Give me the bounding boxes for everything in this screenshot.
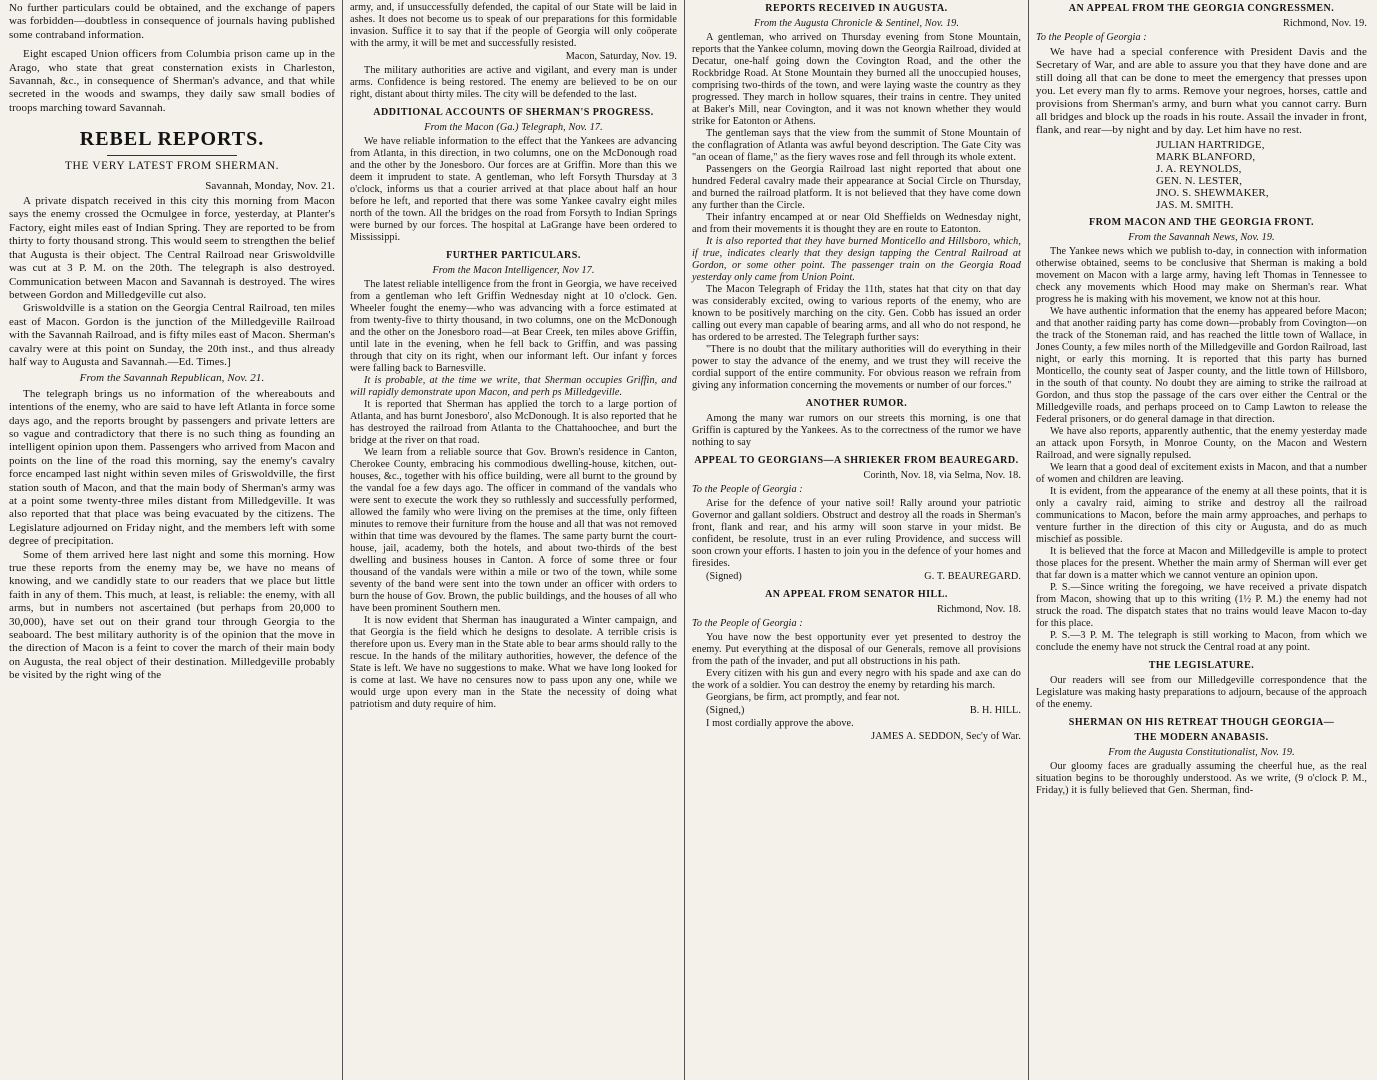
paragraph: The Macon Telegraph of Friday the 11th, states hat that city on that day was considerably excited, owing to various reports of the enemy, who are known to be positively marching on the city. Gen. Cobb has issued an order calling out every man capable of bearing arms, and all who do not respond, he has ordered to be arrested. The Telegraph further says:: [692, 284, 1021, 343]
paragraph: Griswoldville is a station on the Georgia Central Railroad, ten miles east of Macon. Gordon is the junction of the Milledgeville Railroad with the Savannah Railroad, and is fifty miles east of Macon. Sherman's cavalry were at this point on Sunday, the 20th inst., and thus already half way to Augusta and Savannah.—Ed. Times.]: [9, 302, 335, 368]
signer-name: G. T. BEAUREGARD.: [924, 571, 1021, 582]
dateline: Savannah, Monday, Nov. 21.: [205, 179, 335, 192]
paragraph: The telegraph brings us no information of the whereabouts and intentions of the enemy, who are said to have left Atlanta in force some days ago, and the reports brought by passengers and private letters are so vague and contradictory that there is no such thing as founding an intelligent opinion upon them. Passengers who arrived from Macon and points on the line of the road this morning, say the enemy's cavalry force encamped last night within seven miles of Griswoldville, the first station south of Macon, and that the main body of Sherman's army was at a point some twenty-three miles distant from Milledgeville. It was also reported that that place was being evacuated by the citizens. The Legislature adjourned on Friday night, and the members left with some degree of precipitation.: [9, 387, 335, 548]
source-line: From the Augusta Chronicle & Sentinel, Nov. 19.: [753, 18, 960, 29]
source-line: From the Augusta Constitutionalist, Nov. 19.: [1108, 747, 1295, 758]
dateline: Macon, Saturday, Nov. 19.: [565, 51, 677, 62]
section-headline: FURTHER PARTICULARS.: [446, 250, 581, 261]
paragraph: Eight escaped Union officers from Columbia prison came up in the Arago, who state that great consternation exists in Charleston, Savannah, &c., in consequence of Sherman's advance, and that while secreted in the woods and swamps, they daily saw small bodies of troops marching toward Savannah.: [9, 48, 335, 114]
paragraph: You have now the best opportunity ever yet presented to destroy the enemy. Put everything at the disposal of our Generals, remove all provisions from the path of the invader, and put all obstructions in his path.: [692, 632, 1021, 667]
paragraph: P. S.—Since writing the foregoing, we have received a private dispatch from Macon, showing that up to this writing (1½ P. M.) the enemy had not struck the road. The dispatch states that no trains would leave Macon to-day for this place.: [1036, 582, 1367, 629]
dateline: Richmond, Nov. 18.: [936, 604, 1021, 615]
paragraph: P. S.—3 P. M. The telegraph is still working to Macon, from which we conclude the enemy have not struck the Central road at any point.: [1036, 630, 1367, 653]
paragraph: army, and, if unsuccessfully defended, the capital of our State will be laid in ashes. It does not become us to speak of our preparations for this formidable invasion. Suffice it to say that if the people of Georgia will only coöperate with the army, it will be met and successfully resisted.: [350, 2, 677, 49]
source-line: From the Macon (Ga.) Telegraph, Nov. 17.: [424, 122, 603, 133]
source-line: From the Macon Intelligencer, Nov 17.: [432, 265, 595, 276]
signer-name: B. H. HILL.: [969, 705, 1021, 716]
paragraph: It is believed that the force at Macon and Milledgeville is ample to protect those places for the present. Whether the main army of Sherman will ever get that far down is a matter which we cannot venture an opinion upon.: [1036, 546, 1367, 581]
section-headline: ADDITIONAL ACCOUNTS OF SHERMAN'S PROGRESS.: [373, 107, 654, 118]
signature-line: [692, 705, 1021, 717]
paragraph: No further particulars could be obtained, and the exchange of papers was forbidden—doubtless in consequence of journals having published some contraband information.: [9, 2, 335, 41]
signatories-list: [1156, 139, 1367, 211]
paragraph: Arise for the defence of your native soil! Rally around your patriotic Governor and gallant soldiers. Obstruct and destroy all the roads in Sherman's front, flank and rear, and his army will soon starve in your midst. Be confident, be resolute, trust in an ever ruling Providence, and success will soon crown your efforts. I hasten to join you in the defence of your homes and firesides.: [692, 498, 1021, 569]
addressee: To the People of Georgia :: [692, 618, 803, 629]
paragraph: Every citizen with his gun and every negro with his spade and axe can do the work of a soldier. You can destroy the enemy by retarding his march.: [692, 668, 1021, 691]
section-headline: THE LEGISLATURE.: [1148, 660, 1255, 671]
paragraph: We have also reports, apparently authentic, that the enemy yesterday made an attack upon Forsyth, in Monroe County, on the Macon and Western Railroad, and were signally repulsed.: [1036, 426, 1367, 461]
section-headline: REPORTS RECEIVED IN AUGUSTA.: [765, 3, 948, 14]
paragraph: We learn that a good deal of excitement exists in Macon, and that a number of women and children are leaving.: [1036, 462, 1367, 485]
paragraph: We have had a special conference with President Davis and the Secretary of War, and are able to assure you that they have done and are still doing all that can be done to meet the emergency that presses upon you. Let every man fly to arms. Remove your negroes, horses, cattle and provisions from Sherman's army, and burn what you cannot carry. Burn all bridges and block up the roads in his route. Assail the invader in front, flank, and rear—by night and by day. Let him have no rest.: [1036, 46, 1367, 136]
paragraph: It is reported that Sherman has applied the torch to a large portion of Atlanta, and has burnt Jonesboro', also McDonough. It is also reported that he has destroyed the railroad from Atlanta to the Chattahoochee, and burt the bridge at the river on that road.: [350, 399, 677, 446]
section-headline: AN APPEAL FROM SENATOR HILL.: [765, 589, 948, 600]
section-headline: REBEL REPORTS.: [79, 128, 265, 151]
paragraph: Some of them arrived here last night and some this morning. How true these reports from the enemy may be, we have no means of knowing, and we candidly state to our readers that we place but little faith in any of them. This much, at least, is reliable: the enemy, with all arms, but in numbers not ascertained (but perhaps from 20,000 to 30,000), have set out on their grand tour through Georgia to the seaboard. The best military authority is of the opinion that the move in the direction of Macon is a feint to cover the march of their main body on Augusta, the real object of their destination. Milledgeville probably be visited by the right wing of the: [9, 548, 335, 682]
signatory: GEN. N. LESTER,: [1156, 175, 1243, 187]
dateline: Richmond, Nov. 19.: [1282, 18, 1367, 29]
signatory: J. A. REYNOLDS,: [1156, 163, 1242, 175]
signatory: JULIAN HARTRIDGE,: [1156, 139, 1265, 151]
section-headline: ANOTHER RUMOR.: [805, 398, 908, 409]
column-1: [2, 0, 342, 1080]
paragraph: The latest reliable intelligence from the front in Georgia, we have received from a gentleman who left Griffin Wednesday night at 10 o'clock. Gen. Wheeler fought the enemy—who was advancing with a force estimated at from twenty-five to thirty thousand, in two columns, one on the McDonough and the other on the Jonesboro road—at Bear Creek, ten miles above Griffin, until late in the evening, when he fell back to Griffin, and was passing through that city on its right, when our informant left. Our infant y forces were falling back to Barnesville.: [350, 279, 677, 374]
column-2: [343, 0, 684, 1080]
paragraph: Passengers on the Georgia Railroad last night reported that about one hundred Federal cavalry made their appearance at Social Circle on Thursday, and burned the railroad platform. It is not believed that they have come down any further than the Circle.: [692, 164, 1021, 211]
section-headline: SHERMAN ON HIS RETREAT THOUGH GEORGIA—: [1068, 717, 1335, 728]
paragraph: A gentleman, who arrived on Thursday evening from Stone Mountain, reports that the Yankee column, moving down the Georgia Railroad, divided at Decatur, one-half going down the Covington Road, and the other the Rockbridge Road. At Stone Mountain they burned all the unoccupied houses, comprising two-thirds of the town, and were laying waste the country as they progressed. They march in hollow squares, their trains in centre. They united at Baker's Mill, near Covington, and it was not known whether they would strike for Eatonton or Athens.: [692, 32, 1021, 127]
column-4: [1029, 0, 1374, 1080]
section-headline: FROM MACON AND THE GEORGIA FRONT.: [1088, 217, 1315, 228]
paragraph: It is also reported that they have burned Monticello and Hillsboro, which, if true, indicates clearly that they design tapping the Central Railroad at Gordon, or some other point. The passenger train on the Georgia Road yesterday only came from Union Point.: [692, 236, 1021, 283]
paragraph: "There is no doubt that the military authorities will do everything in their power to stay the advance of the enemy, and we trust they will receive the cordial support of the entire community. For obvious reason we refrain from giving any information concerning the movements or number of our forces.": [692, 344, 1021, 391]
paragraph: I most cordially approve the above.: [706, 718, 854, 729]
section-headline: AN APPEAL FROM THE GEORGIA CONGRESSMEN.: [1068, 3, 1335, 14]
dateline: Corinth, Nov. 18, via Selma, Nov. 18.: [863, 470, 1021, 481]
signed-label: (Signed,): [706, 705, 745, 716]
paragraph: Their infantry encamped at or near Old Sheffields on Wednesday night, and from their movements it is thought they are en route to Eatonton.: [692, 212, 1021, 235]
column-3: [685, 0, 1028, 1080]
signer-name: JAMES A. SEDDON, Sec'y of War.: [871, 731, 1021, 742]
paragraph: We have reliable information to the effect that the Yankees are advancing from Atlanta, in this direction, in two columns, one on the McDonough road and the other by the Jonesboro. Our forces are at Griffin. More than this we deem it imprudent to state. A gentleman, who left Forsyth Thursday at 3 o'clock, informs us that a courier arrived at that place about half an hour before he left, and reported that there was some Yankee cavalry eight miles north of the town. All the bridges on the road from Forsyth to Indian Springs were burned by our forces. The hospital at LaGrange have been ordered to Mississippi.: [350, 136, 677, 243]
addressee: To the People of Georgia :: [692, 484, 803, 495]
signatory: JAS. M. SMITH.: [1156, 199, 1234, 211]
source-line: From the Savannah Republican, Nov. 21.: [79, 372, 265, 385]
paragraph: The gentleman says that the view from the summit of Stone Mountain of the conflagration of Atlanta was awful beyond description. The Gate City was "an ocean of flame," as the fiery waves rose and fell through its whole extent.: [692, 128, 1021, 163]
paragraph: The Yankee news which we publish to-day, in connection with information otherwise obtained, seems to be conclusive that Sherman is making a bold movement on Macon with a large army, having left Thomas in Tennessee to check any movements which Hood may make on Sherman's rear. What progress he is making with his movement, we know not at this hour.: [1036, 246, 1367, 305]
paragraph: Our readers will see from our Milledgeville correspondence that the Legislature was making hasty preparations to adjourn, because of the approach of the enemy.: [1036, 675, 1367, 710]
paragraph: It is probable, at the time we write, that Sherman occupies Griffin, and will rapidly demonstrate upon Macon, and perh ps Milledgeville.: [350, 375, 677, 398]
paragraph: A private dispatch received in this city this morning from Macon says the enemy crossed the Ocmulgee in force, yesterday, at Planter's Factory, eight miles east of Indian Spring. They are reported to be from thirty to forty thousand strong. This would seem to strengthen the belief that Augusta is their object. The Central Railroad near Griswoldville was cut at 3 P. M. on the 20th. The telegraph is also destroyed. Communication between Macon and Savannah is destroyed. The wires between Gordon and Milledgeville cut also.: [9, 195, 335, 301]
section-subheadline: THE MODERN ANABASIS.: [1134, 732, 1269, 743]
paragraph: It is evident, from the appearance of the enemy at all these points, that it is only a cavalry raid, aiming to strike and destroy all the railroad communications to Macon, before the main army approaches, and perhaps to venture further in the direction of this city or Augusta, and do as much mischief as possible.: [1036, 486, 1367, 545]
signed-label: (Signed): [706, 571, 742, 582]
paragraph: Georgians, be firm, act promptly, and fear not.: [706, 692, 900, 703]
source-line: From the Savannah News, Nov. 19.: [1128, 232, 1275, 243]
addressee: To the People of Georgia :: [1036, 32, 1147, 43]
section-headline: APPEAL TO GEORGIANS—A SHRIEKER FROM BEAUREGARD.: [694, 455, 1019, 466]
paragraph: The military authorities are active and vigilant, and every man is under arms. Confidence is being restored. The enemy are believed to be on our right, distant about thirty miles. The city will be defended to the last.: [350, 65, 677, 100]
paragraph: We learn from a reliable source that Gov. Brown's residence in Canton, Cherokee County, embracing his commodious dwelling-house, kitchen, out-houses, &c., together with his office building, were all burnt to the ground by the vandal foe a few days ago. The officer in command of the vandals who were sent to execute the work they so ruthlessly and successfully performed, allowed the family who were living on the premises at the time, only fifteen minutes to remove their furniture from the house and all that was not removed within that time was devoured by the flames. The same party burnt the court-house, jail, academy, both the hotels, and about two-thirds of the best dwelling and business houses in Canton. A force of some three or four thousand of the vandals were within a mile or two of the town, while some seventy of the band were sent into the town under an officer with orders to burn the house of Gov. Brown, the public buildings, and the houses of all who have been prominent Southern men.: [350, 447, 677, 614]
paragraph: We have authentic information that the enemy has appeared before Macon; and that another raiding party has come down—probably from Covington—on the track of the Stoneman raid, and has reached the little town of Wallace, in Jones County, a few miles north of the Milledgeville and Gordon Railroad, last night, or early this morning. It is reported that this party has burned Monticello, the county seat of Jasper county, and the little town of Hillsboro, in the south of that county. No doubt they are aiming to strike the railroad at Gordon, and thus stop the passage of the cars over either the Central or the Milledgeville roads, and perhaps proceed on to Camp Lawton to release the Federal prisoners, or do general damage in that direction.: [1036, 306, 1367, 425]
paragraph: Our gloomy faces are gradually assuming the cheerful hue, as the real situation begins to be thoroughly understood. As we write, (9 o'clock P. M., Friday,) it is fully believed that Gen. Sherman, find-: [1036, 761, 1367, 796]
signatory: JNO. S. SHEWMAKER,: [1156, 187, 1269, 199]
paragraph: Among the many war rumors on our streets this morning, is one that Griffin is captured by the Yankees. As to the correctness of the rumor we have nothing to say: [692, 413, 1021, 448]
signatory: MARK BLANFORD,: [1156, 151, 1256, 163]
signature-line: [692, 571, 1021, 583]
paragraph: It is now evident that Sherman has inaugurated a Winter campaign, and that Georgia is the field which he designs to desolate. A terrible crisis is therefore upon us. Every man in the State able to bear arms should rally to the rescue. In the hands of the military authorities, however, the defence of the State is left. We have no suggestions to make. What we have long looked for is come at last. We have no censures now to pass upon any one, while we would urge upon every man in the State the necessity of doing what patriotism and duty require of him.: [350, 615, 677, 710]
subheadline: THE VERY LATEST FROM SHERMAN.: [64, 160, 280, 173]
divider: [107, 155, 237, 156]
